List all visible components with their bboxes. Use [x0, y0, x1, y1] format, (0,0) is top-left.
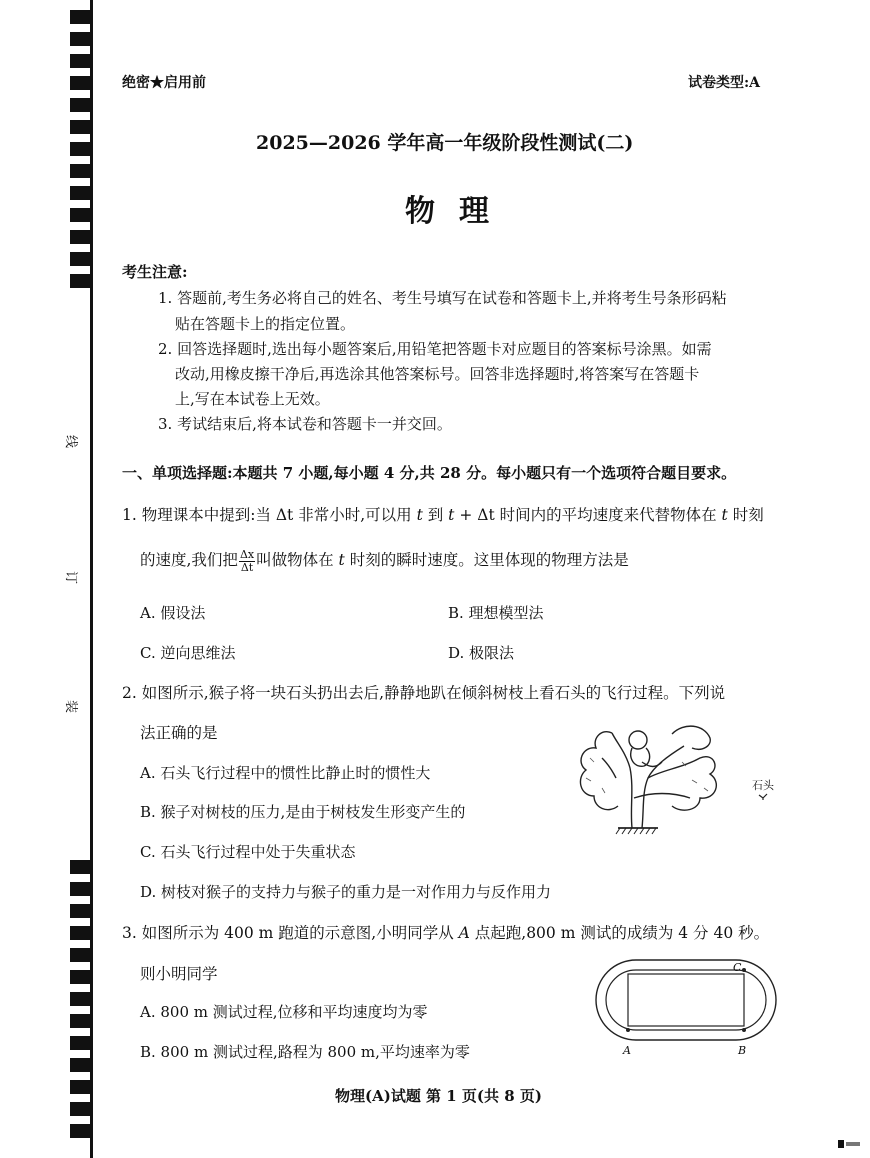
binding-block	[70, 186, 92, 200]
track-point-a: A	[623, 1044, 631, 1057]
q1-var-t: t	[338, 551, 345, 569]
q1-text: 时刻的瞬时速度。这里体现的物理方法是	[344, 551, 629, 569]
q2-option-d[interactable]: D. 树枝对猴子的支持力与猴子的重力是一对作用力与反作用力	[140, 883, 552, 901]
secret-label: 绝密★启用前	[122, 75, 206, 91]
q1-text: 时刻	[727, 506, 764, 524]
binding-block	[70, 904, 92, 918]
track-point-c: C	[733, 961, 742, 974]
binding-block	[70, 926, 92, 940]
question-3-line-1	[122, 921, 769, 943]
fraction-numerator: Δx	[239, 547, 255, 561]
binding-block	[70, 142, 92, 156]
q1-var-t: t	[416, 506, 423, 524]
q1-option-a[interactable]: A. 假设法	[140, 604, 206, 622]
binding-block	[70, 1080, 92, 1094]
q1-var-t: t	[721, 506, 728, 524]
q1-text: + Δt 时间内的平均速度来代替物体在	[454, 506, 722, 524]
binding-block	[70, 76, 92, 90]
q2-option-a[interactable]: A. 石头飞行过程中的惯性比静止时的惯性大	[140, 764, 431, 782]
binding-block	[70, 992, 92, 1006]
binding-block	[70, 970, 92, 984]
binding-block	[70, 1102, 92, 1116]
notice-item: 2. 回答选择题时,选出每小题答案后,用铅笔把答题卡对应题目的答案标号涂黑。如需	[158, 340, 712, 358]
q1-text: 叫做物体在	[256, 551, 339, 569]
exam-title: 2025—2026 学年高一年级阶段性测试(二)	[256, 132, 634, 154]
fraction-dx-dt	[239, 549, 255, 574]
q1-text: 的速度,我们把	[140, 551, 238, 569]
binding-block	[70, 32, 92, 46]
notice-item: 1. 答题前,考生务必将自己的姓名、考生号填写在试卷和答题卡上,并将考生号条形码粘	[158, 289, 727, 307]
subject-title: 物理	[405, 194, 513, 229]
binding-block	[70, 1124, 92, 1138]
q1-var-t: t	[448, 506, 455, 524]
q2-option-c[interactable]: C. 石头飞行过程中处于失重状态	[140, 843, 356, 861]
question-2-line-2: 法正确的是	[140, 724, 218, 742]
q1-option-d[interactable]: D. 极限法	[448, 644, 515, 662]
notice-item: 3. 考试结束后,将本试卷和答题卡一并交回。	[158, 415, 452, 433]
page-footer: 物理(A)试题 第 1 页(共 8 页)	[335, 1087, 543, 1105]
monkey-tree-figure	[572, 718, 722, 844]
binding-mark-order: 订	[63, 570, 79, 585]
binding-block	[70, 208, 92, 222]
q3-point-a: A	[458, 924, 470, 942]
binding-block	[70, 1036, 92, 1050]
binding-block	[70, 54, 92, 68]
binding-block	[70, 164, 92, 178]
q1-option-b[interactable]: B. 理想模型法	[448, 604, 544, 622]
q1-option-c[interactable]: C. 逆向思维法	[140, 644, 236, 662]
binding-block	[70, 882, 92, 896]
question-1-line-2	[140, 548, 629, 574]
notice-item: 上,写在本试卷上无效。	[175, 390, 330, 408]
binding-block	[70, 98, 92, 112]
fraction-denominator: Δt	[240, 560, 254, 574]
paper-type: 试卷类型:A	[688, 75, 761, 91]
track-point-b: B	[738, 1044, 747, 1057]
binding-block	[70, 1058, 92, 1072]
notice-item: 贴在答题卡上的指定位置。	[175, 315, 356, 333]
binding-block	[70, 230, 92, 244]
q3-text: 3. 如图所示为 400 m 跑道的示意图,小明同学从	[122, 924, 459, 942]
notice-heading: 考生注意:	[122, 263, 188, 281]
q3-option-a[interactable]: A. 800 m 测试过程,位移和平均速度均为零	[140, 1003, 428, 1021]
binding-block	[70, 1014, 92, 1028]
binding-block	[70, 120, 92, 134]
q1-text: 到	[422, 506, 449, 524]
q2-option-b[interactable]: B. 猴子对树枝的压力,是由于树枝发生形变产生的	[140, 803, 466, 821]
question-1-line-1	[122, 503, 764, 525]
section-heading: 一、单项选择题:本题共 7 小题,每小题 4 分,共 28 分。每小题只有一个选项符合题目要求。	[122, 464, 737, 482]
binding-block	[70, 274, 92, 288]
q3-option-b[interactable]: B. 800 m 测试过程,路程为 800 m,平均速率为零	[140, 1043, 470, 1061]
stone-icon	[758, 793, 770, 801]
stone-label: 石头	[752, 779, 774, 792]
question-2-line-1: 2. 如图所示,猴子将一块石头扔出去后,静静地趴在倾斜树枝上看石头的飞行过程。下列说	[122, 684, 726, 702]
binding-mark-bind: 装	[63, 699, 79, 714]
binding-block	[70, 252, 92, 266]
binding-block	[70, 860, 92, 874]
binding-mark-line: 线	[63, 434, 79, 449]
question-3-line-2: 则小明同学	[140, 965, 218, 983]
binding-block	[70, 10, 92, 24]
binding-block	[70, 948, 92, 962]
corner-logo-icon	[838, 1140, 860, 1148]
q3-text: 点起跑,800 m 测试的成绩为 4 分 40 秒。	[469, 924, 770, 942]
binding-line	[90, 0, 93, 1158]
q1-text: 1. 物理课本中提到:当 Δt 非常小时,可以用	[122, 506, 417, 524]
running-track-figure	[594, 958, 778, 1042]
notice-item: 改动,用橡皮擦干净后,再选涂其他答案标号。回答非选择题时,将答案写在答题卡	[175, 365, 700, 383]
